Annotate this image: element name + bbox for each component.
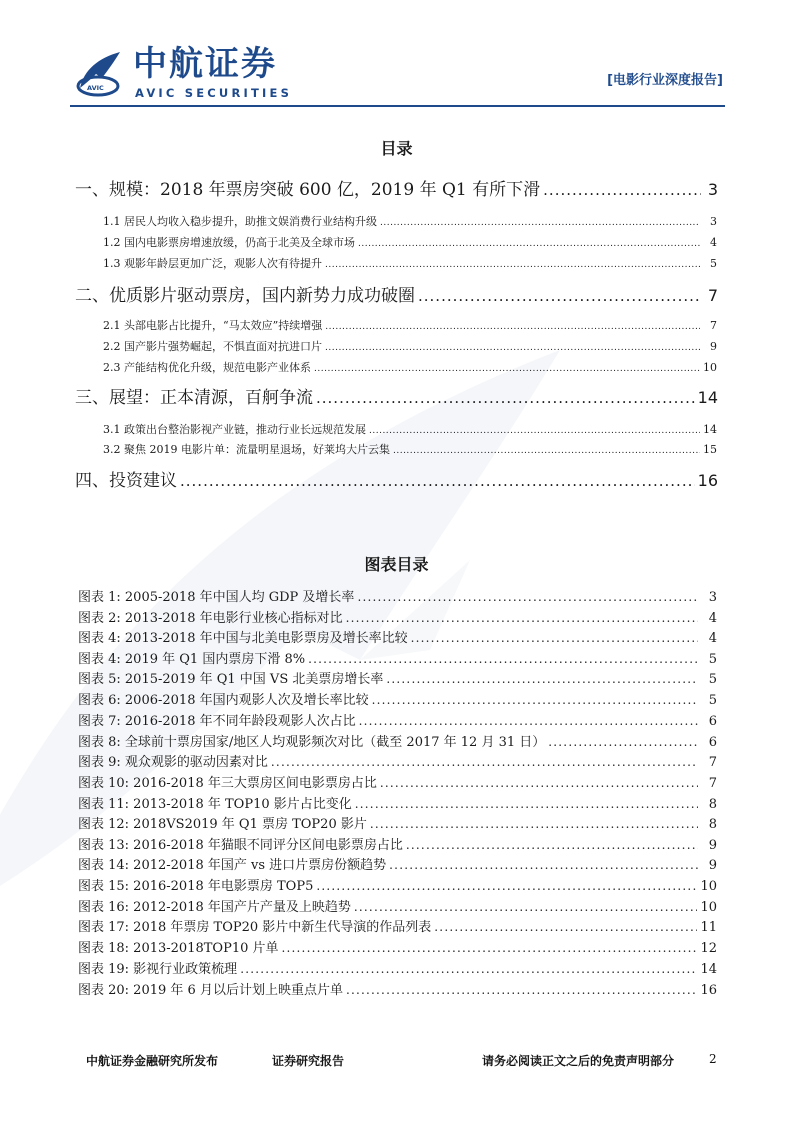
leader-dots — [369, 423, 700, 439]
toc-item-label: 2.2 国产影片强势崛起，不惧直面对抗进口片 — [103, 340, 322, 353]
figure-entry-label: 图表 18: 2013-2018TOP10 片单 — [78, 941, 279, 956]
leader-dots — [271, 753, 698, 771]
leader-dots — [180, 469, 695, 493]
toc-item-label: 3.2 聚焦 2019 电影片单：流量明星退场，好莱坞大片云集 — [103, 443, 390, 456]
toc-page-number: 5 — [710, 257, 717, 270]
figure-entry-10[interactable] — [78, 774, 717, 792]
toc-item-1-3[interactable] — [103, 256, 717, 272]
figure-entry-label: 图表 8: 全球前十票房国家/地区人均观影频次对比（截至 2017 年 12 月 31 日） — [78, 735, 546, 750]
toc-page-number: 15 — [703, 443, 717, 456]
avic-logo-icon — [74, 48, 126, 100]
figure-page-number: 8 — [708, 817, 717, 832]
figure-page-number: 5 — [708, 652, 717, 667]
leader-dots — [325, 319, 700, 335]
toc-item-label: 2.3 产能结构优化升级，规范电影产业体系 — [103, 361, 311, 374]
logo-badge-text: AVIC — [87, 84, 104, 92]
leader-dots — [358, 236, 700, 252]
figure-entry-12[interactable] — [78, 815, 717, 833]
figure-entry-label: 图表 10: 2016-2018 年三大票房区间电影票房占比 — [78, 776, 377, 791]
footer-report-type: 证券研究报告 — [272, 1054, 345, 1068]
figure-page-number: 7 — [708, 776, 717, 791]
figure-page-number: 3 — [708, 590, 717, 605]
leader-dots — [389, 856, 698, 874]
toc-page-number: 14 — [703, 423, 717, 436]
figure-entry-label: 图表 4: 2019 年 Q1 国内票房下滑 8% — [78, 652, 306, 667]
toc-page-number: 3 — [707, 180, 718, 199]
figure-entry-11[interactable] — [78, 795, 717, 813]
leader-dots — [548, 733, 698, 751]
logo-chinese-name: 中航证券 — [133, 44, 277, 84]
figure-page-number: 7 — [708, 755, 717, 770]
leader-dots — [316, 877, 697, 895]
figure-entry-label: 图表 2: 2013-2018 年电影行业核心指标对比 — [78, 611, 343, 626]
leader-dots — [346, 981, 698, 999]
figure-list-title: 图表目录 — [364, 555, 429, 574]
toc-item-1-1[interactable] — [103, 214, 717, 230]
figure-entry-14[interactable] — [78, 856, 717, 874]
toc-section-label: 二、优质影片驱动票房，国内新势力成功破圈 — [75, 286, 415, 306]
leader-dots — [380, 774, 698, 792]
page-number: 2 — [709, 1052, 717, 1066]
figure-entry-label: 图表 11: 2013-2018 年 TOP10 影片占比变化 — [78, 797, 352, 812]
report-type-tag: [电影行业深度报告] — [607, 73, 723, 88]
toc-page-number: 9 — [710, 340, 717, 353]
figure-entry-label: 图表 12: 2018VS2019 年 Q1 票房 TOP20 影片 — [78, 817, 367, 832]
leader-dots — [393, 443, 700, 459]
leader-dots — [372, 691, 698, 709]
leader-dots — [325, 257, 700, 273]
figure-entry-6[interactable] — [78, 691, 717, 709]
toc-item-label: 1.1 居民人均收入稳步提升，助推文娱消费行业结构升级 — [103, 215, 377, 228]
figure-page-number: 16 — [700, 983, 717, 998]
toc-page-number: 4 — [710, 236, 717, 249]
toc-section-2[interactable] — [75, 284, 718, 308]
leader-dots — [411, 629, 698, 647]
figure-entry-1[interactable] — [78, 588, 717, 606]
figure-entry-2[interactable] — [78, 609, 717, 627]
leader-dots — [282, 939, 698, 957]
leader-dots — [434, 918, 697, 936]
figure-entry-label: 图表 4: 2013-2018 年中国与北美电影票房及增长率比较 — [78, 631, 408, 646]
toc-item-3-2[interactable] — [103, 442, 717, 458]
toc-page-number: 3 — [710, 215, 717, 228]
leader-dots — [418, 284, 701, 308]
leader-dots — [316, 386, 695, 410]
figure-page-number: 6 — [708, 714, 717, 729]
toc-item-1-2[interactable] — [103, 235, 717, 251]
toc-item-2-2[interactable] — [103, 339, 717, 355]
figure-entry-label: 图表 14: 2012-2018 年国产 vs 进口片票房份额趋势 — [78, 858, 387, 873]
figure-entry-13[interactable] — [78, 836, 717, 854]
leader-dots — [308, 650, 698, 668]
figure-entry-16[interactable] — [78, 898, 717, 916]
figure-entry-label: 图表 1: 2005-2018 年中国人均 GDP 及增长率 — [78, 590, 355, 605]
footer-disclaimer: 请务必阅读正文之后的免责声明部分 — [482, 1054, 675, 1068]
report-header — [70, 40, 725, 106]
figure-entry-label: 图表 20: 2019 年 6 月以后计划上映重点片单 — [78, 983, 343, 998]
footer-publisher: 中航证券金融研究所发布 — [86, 1054, 219, 1068]
toc-page-number: 10 — [703, 361, 717, 374]
figure-entry-label: 图表 15: 2016-2018 年电影票房 TOP5 — [78, 879, 314, 894]
figure-entry-7[interactable] — [78, 712, 717, 730]
figure-entry-4[interactable] — [78, 650, 717, 668]
leader-dots — [380, 215, 700, 231]
figure-page-number: 9 — [708, 838, 717, 853]
figure-entry-19[interactable] — [78, 960, 717, 978]
figure-entry-18[interactable] — [78, 939, 717, 957]
figure-entry-9[interactable] — [78, 753, 717, 771]
figure-entry-3[interactable] — [78, 629, 717, 647]
figure-page-number: 10 — [700, 900, 717, 915]
toc-section-3[interactable] — [75, 386, 718, 410]
figure-entry-label: 图表 19: 影视行业政策梳理 — [78, 962, 238, 977]
leader-dots — [359, 712, 698, 730]
figure-page-number: 5 — [708, 672, 717, 687]
figure-entry-label: 图表 9: 观众观影的驱动因素对比 — [78, 755, 268, 770]
figure-entry-label: 图表 16: 2012-2018 年国产片产量及上映趋势 — [78, 900, 351, 915]
toc-section-label: 一、规模：2018 年票房突破 600 亿，2019 年 Q1 有所下滑 — [75, 180, 541, 200]
figure-page-number: 10 — [700, 879, 717, 894]
figure-entry-5[interactable] — [78, 670, 717, 688]
toc-page-number: 7 — [707, 286, 718, 305]
toc-section-label: 三、展望：正本清源，百舸争流 — [75, 388, 313, 408]
toc-item-2-3[interactable] — [103, 360, 717, 376]
toc-section-label: 四、投资建议 — [75, 471, 177, 491]
figure-entry-label: 图表 17: 2018 年票房 TOP20 影片中新生代导演的作品列表 — [78, 920, 432, 935]
leader-dots — [357, 588, 698, 606]
figure-entry-label: 图表 13: 2016-2018 年猫眼不同评分区间电影票房占比 — [78, 838, 403, 853]
toc-item-label: 1.2 国内电影票房增速放缓，仍高于北美及全球市场 — [103, 236, 355, 249]
figure-page-number: 8 — [708, 797, 717, 812]
toc-page-number: 16 — [697, 471, 718, 490]
figure-entry-20[interactable] — [78, 981, 717, 999]
toc-item-label: 1.3 观影年龄层更加广泛，观影人次有待提升 — [103, 257, 322, 270]
logo-english-name: AVIC SECURITIES — [135, 86, 293, 100]
figure-page-number: 14 — [700, 962, 717, 977]
figure-page-number: 4 — [708, 631, 717, 646]
toc-page-number: 14 — [697, 388, 718, 407]
toc-item-3-1[interactable] — [103, 422, 717, 438]
figure-page-number: 5 — [708, 693, 717, 708]
leader-dots — [355, 795, 698, 813]
toc-item-label: 3.1 政策出台整治影视产业链，推动行业长远规范发展 — [103, 423, 366, 436]
leader-dots — [543, 178, 701, 202]
figure-entry-label: 图表 6: 2006-2018 年国内观影人次及增长率比较 — [78, 693, 369, 708]
toc-item-label: 2.1 头部电影占比提升，“马太效应”持续增强 — [103, 319, 323, 332]
figure-entry-label: 图表 7: 2016-2018 年不同年龄段观影人次占比 — [78, 714, 356, 729]
leader-dots — [314, 361, 700, 377]
toc-section-4[interactable] — [75, 469, 718, 493]
figure-page-number: 12 — [700, 941, 717, 956]
toc-page-number: 7 — [710, 319, 717, 332]
leader-dots — [354, 898, 698, 916]
leader-dots — [325, 340, 700, 356]
toc-item-2-1[interactable] — [103, 318, 717, 334]
figure-page-number: 6 — [708, 735, 717, 750]
toc-title: 目录 — [380, 139, 413, 158]
figure-entry-8[interactable] — [78, 733, 717, 751]
figure-entry-17[interactable] — [78, 918, 717, 936]
figure-page-number: 9 — [708, 858, 717, 873]
leader-dots — [406, 836, 698, 854]
figure-entry-15[interactable] — [78, 877, 717, 895]
leader-dots — [386, 670, 698, 688]
header-divider — [70, 105, 725, 107]
figure-page-number: 11 — [700, 920, 717, 935]
toc-section-1[interactable] — [75, 178, 718, 202]
leader-dots — [370, 815, 698, 833]
figure-page-number: 4 — [708, 611, 717, 626]
leader-dots — [346, 609, 698, 627]
figure-entry-label: 图表 5: 2015-2019 年 Q1 中国 VS 北美票房增长率 — [78, 672, 384, 687]
leader-dots — [240, 960, 697, 978]
